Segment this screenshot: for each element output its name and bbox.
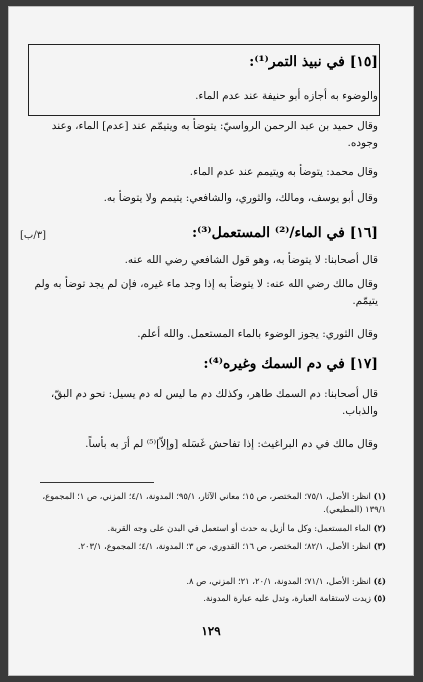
section-16-text-2: وقال مالك رضي الله عنه: لا يتوضأ به إذا وجد ماء غيره، فإن لم يجد توضأ به ولم يتيمّم. xyxy=(34,278,378,307)
footnote-text: الماء المستعمل: وكل ما أزيل به حدث أو استعمل في البدن على وجه القربة. xyxy=(107,523,371,533)
footnote-text: انظر: الأصل، ٨٢/١؛ المختصر، ص ١٦؛ القدوري، ص ٣؛ المدونة، ٤/١؛ المجموع، ٢٠٣/١. xyxy=(77,541,371,551)
footnote-text: زيدت لاستقامة العبارة، وتدل عليه عبارة المدونة. xyxy=(203,593,371,603)
footnote-1 xyxy=(28,490,386,515)
footnote-3 xyxy=(28,540,386,553)
footnote-text: انظر: الأصل، ٧١/١؛ المدونة، ٢٠/١، ٢١؛ المزني، ص ٨. xyxy=(186,576,371,586)
page-number: ١٢٩ xyxy=(201,624,221,638)
footnote-5 xyxy=(28,592,386,605)
footnote-number: (٣) xyxy=(373,541,386,551)
paragraph-humaid: وقال حميد بن عبد الرحمن الرواسيّ: يتوضأ به ويتيمّم عند [عدم] الماء، وعند وجوده. xyxy=(51,120,378,149)
book-page xyxy=(8,6,414,676)
margin-folio-note: [٣/ب] xyxy=(20,230,46,241)
section-17-heading: [١٧] في دم السمك وغيره⁽⁴⁾: xyxy=(203,356,378,372)
section-16-text-3: وقال الثوري: يجوز الوضوء بالماء المستعمل. والله أعلم. xyxy=(137,328,378,340)
section-17-text-1: قال أصحابنا: دم السمك طاهر، وكذلك دم ما ليس له دم يسيل: نحو دم البقّ، والذباب. xyxy=(50,388,378,417)
footnote-number: (١) xyxy=(373,491,386,501)
section-16-heading: [١٦] في الماء/⁽²⁾ المستعمل⁽³⁾: xyxy=(191,225,378,241)
footnote-number: (٤) xyxy=(373,576,386,586)
section-17-text-2: وقال مالك في دم البراغيث: إذا تفاحش غَسَله [وإلاّ]⁽⁵⁾ لم أرَ به بأساً. xyxy=(85,438,378,450)
footnote-number: (٢) xyxy=(373,523,386,533)
section-15-heading: [١٥] في نبيذ التمر⁽¹⁾: xyxy=(249,54,378,70)
paragraph-abu-yusuf: وقال أبو يوسف، ومالك، والثوري، والشافعي: يتيمم ولا يتوضأ به. xyxy=(103,192,378,204)
footnote-4 xyxy=(28,575,386,588)
section-15-text: والوضوء به أجازه أبو حنيفة عند عدم الماء. xyxy=(195,90,378,102)
section-16-text-1: قال أصحابنا: لا يتوضأ به، وهو قول الشافعي رضي الله عنه. xyxy=(124,254,378,266)
footnote-number: (٥) xyxy=(373,593,386,603)
paragraph-muhammad: وقال محمد: يتوضأ به ويتيمم عند عدم الماء. xyxy=(189,166,378,178)
footnote-2 xyxy=(28,522,386,535)
footnote-text: انظر: الأصل، ٧٥/١؛ المختصر، ص ١٥؛ معاني الآثار، ٩٥/١؛ المدونة، ٤/١؛ المزني، ص ١؛ المجموع، ١٣٩/١ (المطيعي). xyxy=(42,491,386,514)
footnote-separator xyxy=(40,482,154,483)
